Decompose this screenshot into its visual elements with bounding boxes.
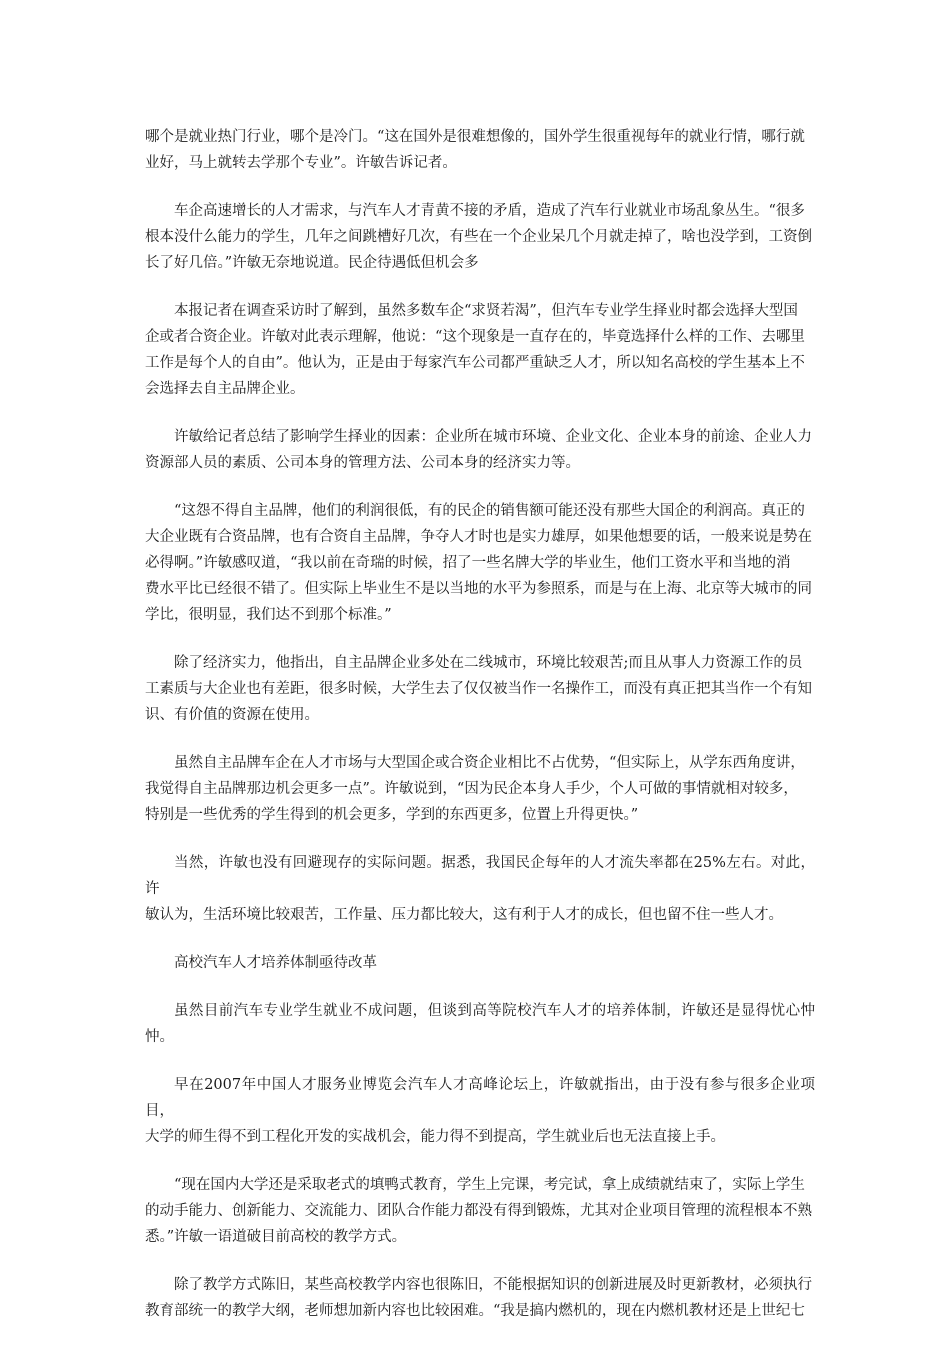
paragraph-4: 许敏给记者总结了影响学生择业的因素：企业所在城市环境、企业文化、企业本身的前途、企业人力 资源部人员的素质、公司本身的管理方法、公司本身的经济实力等。 (145, 429, 812, 471)
paragraph-2: 车企高速增长的人才需求，与汽车人才青黄不接的矛盾，造成了汽车行业就业市场乱象丛生。“很多 根本没什么能力的学生，几年之间跳槽好几次，有些在一个企业呆几个月就走掉了，啥也没学到，工资倒 长了好几倍。”许敏无奈地说道。民企待遇低但机会多 (145, 203, 812, 271)
paragraph-11: “现在国内大学还是采取老式的填鸭式教育，学生上完课，考完试，拿上成绩就结束了，实际上学生 的动手能力、创新能力、交流能力、团队合作能力都没有得到锻炼，尤其对企业项目管理的流程根本不熟 悉。”许敏一语道破目前高校的教学方式。 (145, 1177, 812, 1245)
paragraph-3: 本报记者在调查采访时了解到，虽然多数车企“求贤若渴”，但汽车专业学生择业时都会选择大型国 企或者合资企业。许敏对此表示理解，他说：“这个现象是一直存在的，毕竟选择什么样的工作、去哪里 工作是每个人的自由”。他认为，正是由于每家汽车公司都严重缺乏人才，所以知名高校的学生基本上不 会选择去自主品牌企业。 (145, 303, 805, 397)
paragraph-5: “这怨不得自主品牌，他们的利润很低，有的民企的销售额可能还没有那些大国企的利润高。真正的 大企业既有合资品牌，也有合资自主品牌，争夺人才时也是实力雄厚，如果他想要的话，一般来说是势在 必得啊。”许敏感叹道，“我以前在奇瑞的时候，招了一些名牌大学的毕业生，他们工资水平和当地的消 费水平比已经很不错了。但实际上毕业生不是以当地的水平为参照系，而是与在上海、北京等大城市的同 学比，很明显，我们达不到那个标准。” (145, 503, 812, 623)
paragraph-1: 哪个是就业热门行业，哪个是冷门。“这在国外是很难想像的，国外学生很重视每年的就业行情，哪行就 业好，马上就转去学那个专业”。许敏告诉记者。 (145, 129, 805, 171)
paragraph-7: 虽然自主品牌车企在人才市场与大型国企或合资企业相比不占优势，“但实际上，从学东西角度讲， 我觉得自主品牌那边机会更多一点”。许敏说到，“因为民企本身人手少，个人可做的事情就相对较多， 特别是一些优秀的学生得到的机会更多，学到的东西更多，位置上升得更快。” (145, 755, 805, 823)
paragraph-9: 虽然目前汽车专业学生就业不成问题，但谈到高等院校汽车人才的培养体制，许敏还是显得忧心忡忡。 (145, 1003, 815, 1045)
paragraph-12: 除了教学方式陈旧，某些高校教学内容也很陈旧，不能根据知识的创新进展及时更新教材，必须执行 教育部统一的教学大纲，老师想加新内容也比较困难。“我是搞内燃机的，现在内燃机教材还是上世纪七 (145, 1277, 812, 1319)
paragraph-10: 早在2007年中国人才服务业博览会汽车人才高峰论坛上，许敏就指出，由于没有参与很多企业项目， 大学的师生得不到工程化开发的实战机会，能力得不到提高，学生就业后也无法直接上手。 (145, 1077, 815, 1145)
section-heading: 高校汽车人才培养体制亟待改革 (174, 955, 377, 971)
paragraph-8: 当然，许敏也没有回避现存的实际问题。据悉，我国民企每年的人才流失率都在25%左右。对此，许 敏认为，生活环境比较艰苦，工作量、压力都比较大，这有利于人才的成长，但也留不住一些人才。 (145, 855, 815, 923)
document-page (145, 124, 815, 1346)
paragraph-6: 除了经济实力，他指出，自主品牌企业多处在二线城市，环境比较艰苦;而且从事人力资源工作的员 工素质与大企业也有差距，很多时候，大学生去了仅仅被当作一名操作工，而没有真正把其当作一个有知 识、有价值的资源在使用。 (145, 655, 812, 723)
